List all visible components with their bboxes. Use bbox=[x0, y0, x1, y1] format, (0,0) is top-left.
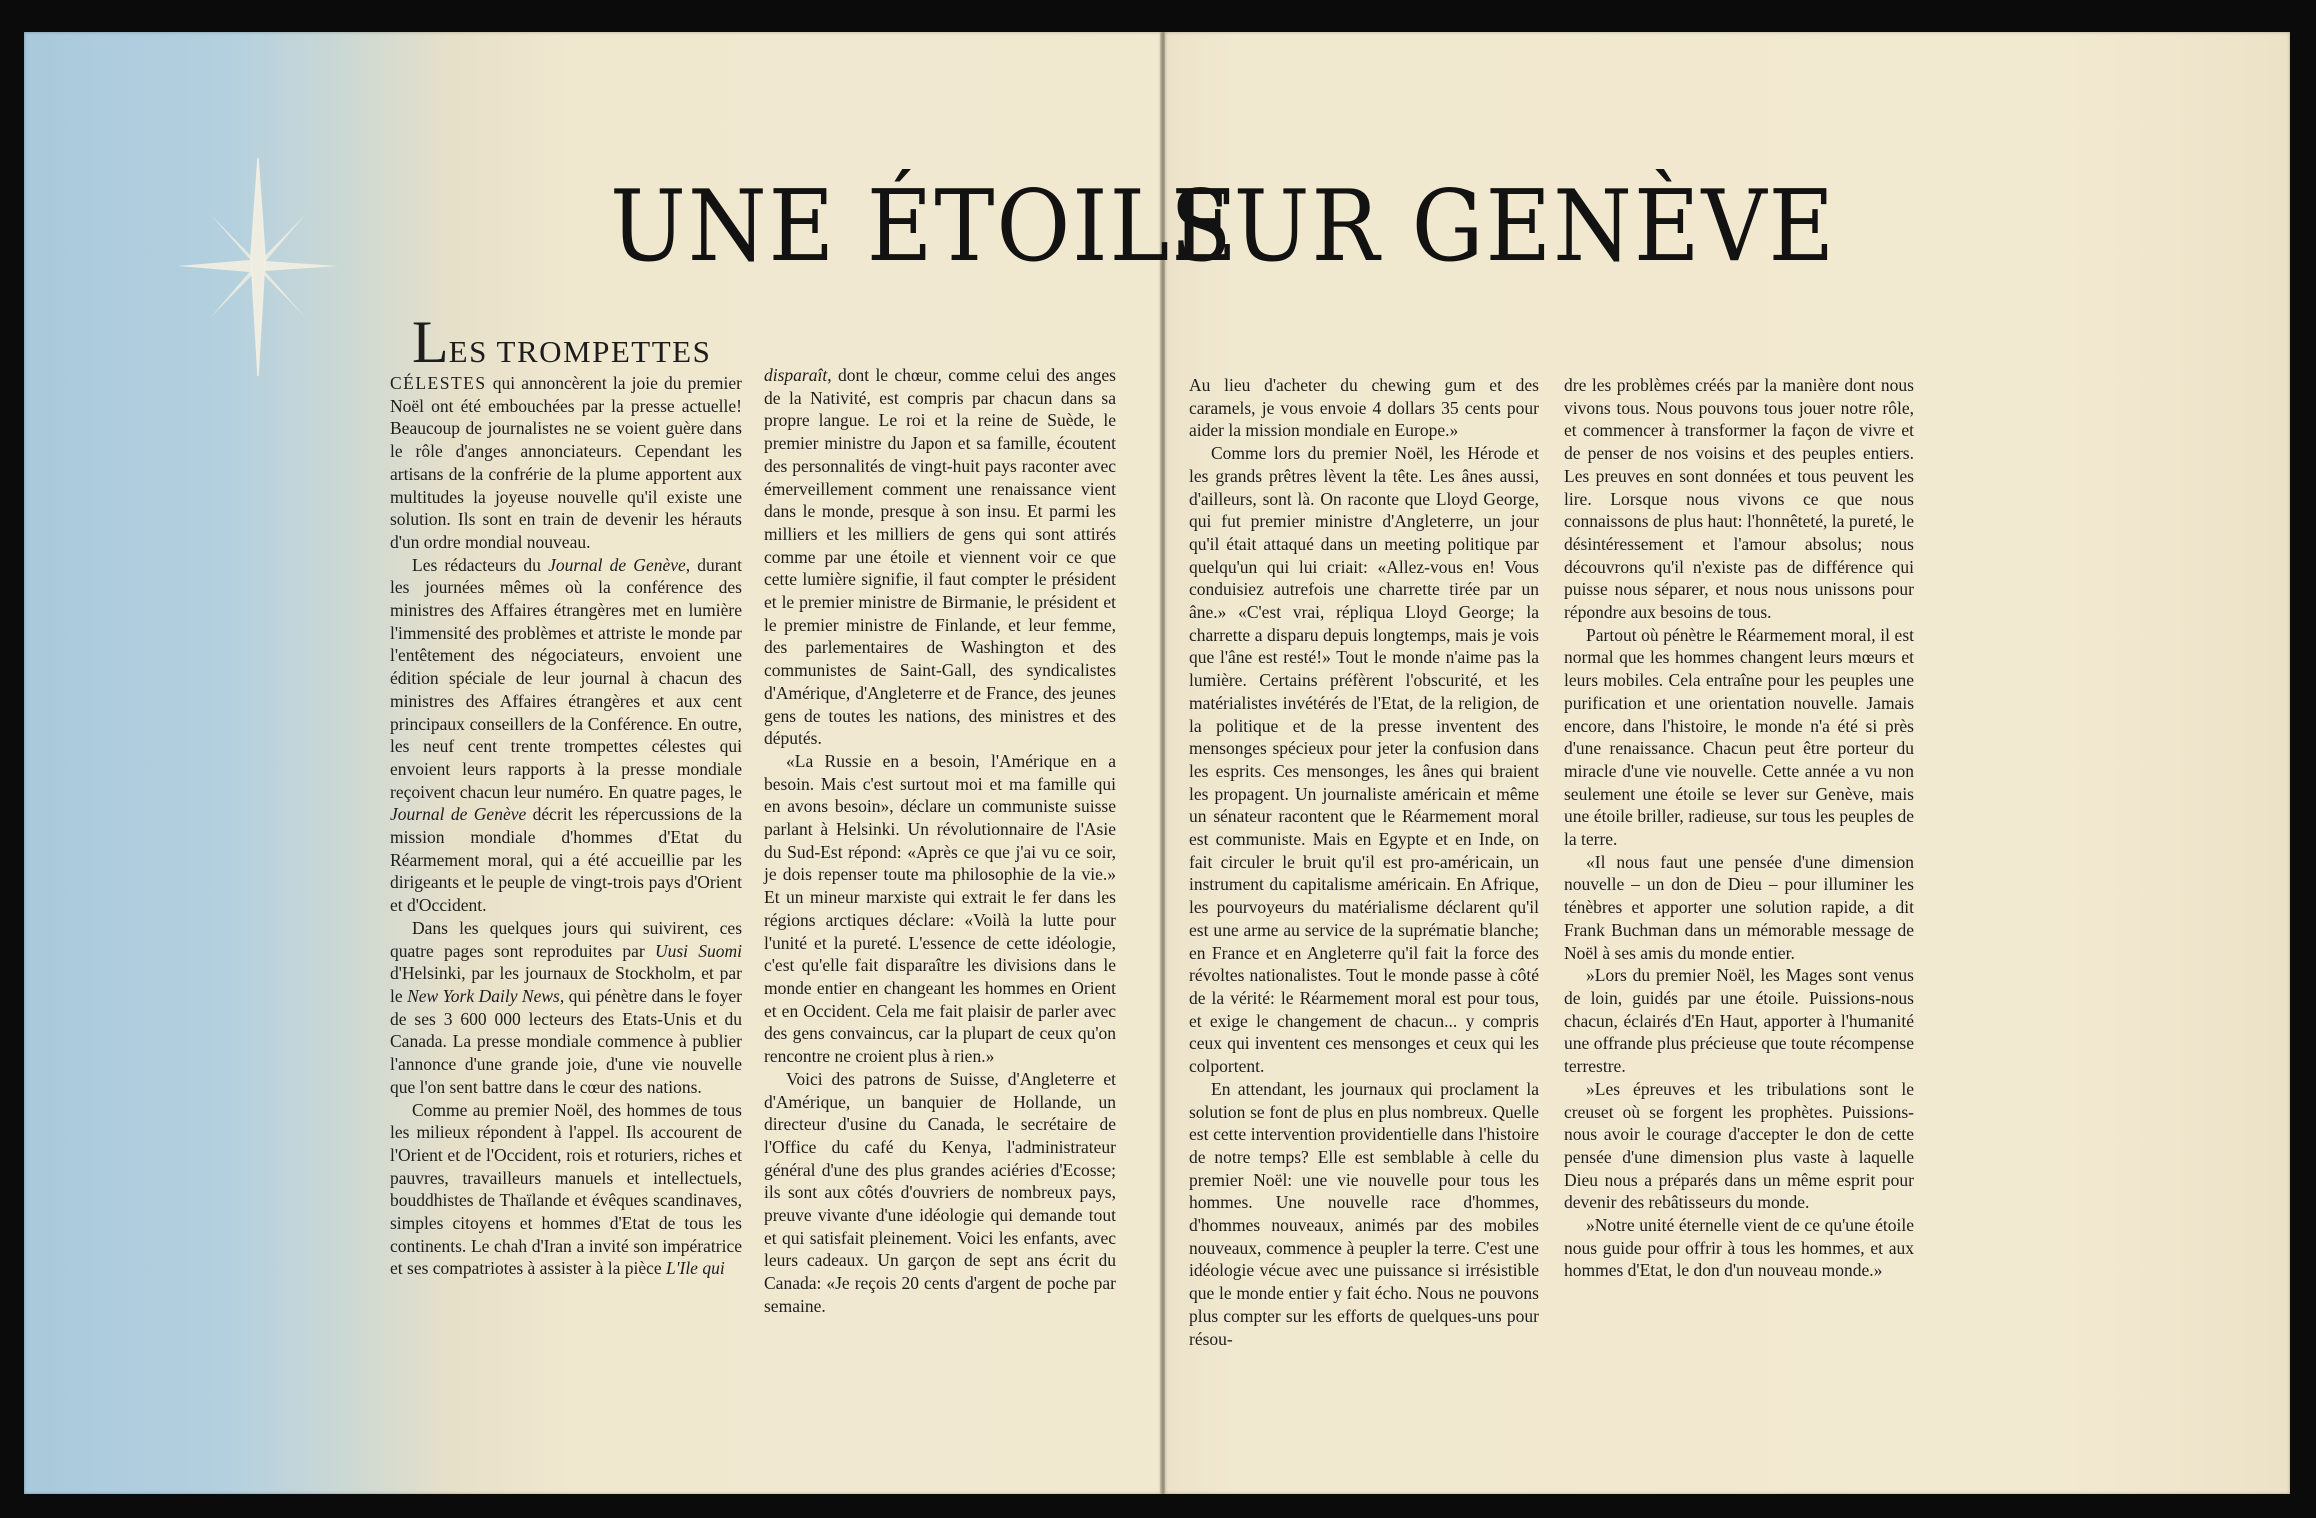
lead-line bbox=[390, 309, 742, 375]
paragraph: dre les problèmes créés par la manière dont nous vivons tous. Nous pouvons tous jouer notre rôle, et commencer à transformer la façon de vivre et de penser de nos voisins et des peuples entiers. Les preuves en sont données et tous peuvent les lire. Lorsque nous vivons ce que nous connaissons de plus haut: l'honnêteté, la pureté, le désintéressement et l'amour absolus; nous découvrons qu'il n'existe pas de différence qui puisse nous séparer, et nous nous unissons pour répondre aux besoins de tous. bbox=[1564, 375, 1914, 623]
paragraph: En attendant, les journaux qui proclament la solution se font de plus en plus nombreux. Quelle est cette intervention providentielle dans l'histoire de notre temps? Elle est semblable à celle du premier Noël: une vie nouvelle pour tous les hommes. Une nouvelle race d'hommes, d'hommes nouveaux, animés par des mobiles nouveaux, commence à peupler la terre. C'est une idéologie vécue avec une puissance si irrésistible que le monde entier y fait écho. Nous ne pouvons plus compter sur les efforts de quelques-uns pour résou- bbox=[1189, 1078, 1539, 1349]
article-column-3 bbox=[1189, 374, 1539, 1350]
paragraph: Les rédacteurs du Journal de Genève, durant les journées mêmes où la conférence des ministres des Affaires étrangères met en lumière l'immensité des problèmes et attriste le monde par l'entêtement des négociateurs, envoient une édition spéciale de leur journal à chacun des ministres des Affaires étrangères et aux cent principaux conseillers de la Conférence. En outre, les neuf cent trente trompettes célestes qui envoient leurs rapports à la presse mondiale reçoivent chacun leur numéro. En quatre pages, le Journal de Genève décrit les répercussions de la mission mondiale d'hommes d'Etat du Réarmement moral, qui a été accueillie par les dirigeants et le peuple de vingt-trois pays d'Orient et d'Occident. bbox=[390, 554, 742, 916]
paragraph: Comme au premier Noël, des hommes de tous les milieux répondent à l'appel. Ils accourent de l'Orient et de l'Occident, rois et roturiers, riches et pauvres, travailleurs manuels et intellectuels, bouddhistes de Thaïlande et évêques scandinaves, simples citoyens et hommes d'Etat de tous les continents. Le chah d'Iran a invité son impératrice et ses compatriotes à assister à la pièce L'Ile qui bbox=[390, 1099, 742, 1279]
paragraph: «La Russie en a besoin, l'Amérique en a besoin. Mais c'est surtout moi et ma famille qui en avons besoin», déclare un communiste suisse parlant à Helsinki. Un révolutionnaire de l'Asie du Sud-Est répond: «Après ce que j'ai vu ce soir, je dois repenser toute ma philosophie de la vie.» Et un mineur marxiste qui extrait le fer dans les régions arctiques déclare: «Voilà la lutte pour l'unité et la pureté. L'essence de cette idéologie, c'est qu'elle fait disparaître les divisions dans le monde entier en changeant les hommes en Orient et en Occident. Cela me fait plaisir de parler avec des gens convaincus, car la plupart de ceux qu'on rencontre ne croient plus à rien.» bbox=[764, 750, 1116, 1067]
article-column-4 bbox=[1564, 374, 1914, 1282]
paragraph: »Lors du premier Noël, les Mages sont venus de loin, guidés par une étoile. Puissions-nous chacun, éclairés d'En Haut, apporter à l'humanité une offrande plus précieuse que toute récompense terrestre. bbox=[1564, 965, 1914, 1077]
star-icon bbox=[174, 156, 342, 376]
paragraph: Au lieu d'acheter du chewing gum et des caramels, je vous envoie 4 dollars 35 cents pour aider la mission mondiale en Europe.» bbox=[1189, 375, 1539, 441]
article-column-1 bbox=[390, 309, 743, 1280]
lead-caps: ES TROMPETTES bbox=[448, 334, 712, 369]
paragraph: Partout où pénètre le Réarmement moral, il est normal que les hommes changent leurs mœurs et leurs mobiles. Cela entraîne pour les peuples une purification et une orientation nouvelle. Jamais encore, dans l'histoire, le monde n'a été si près d'une renaissance. Chacun peut être porteur du miracle d'une vie nouvelle. Cette année a vu non seulement une étoile se lever sur Genève, mais une étoile briller, radieuse, sur tous les peuples de la terre. bbox=[1564, 624, 1914, 850]
drop-cap: L bbox=[412, 309, 449, 375]
article-column-2 bbox=[764, 364, 1116, 1318]
paragraph: »Les épreuves et les tribulations sont le creuset où se forgent les prophètes. Puissions-nous avoir le courage d'accepter le don de cette pensée d'une dimension plus vaste à laquelle Dieu nous a préparés dans un même esprit pour devenir des rebâtisseurs du monde. bbox=[1564, 1078, 1914, 1213]
paragraph: «Il nous faut une pensée d'une dimension nouvelle – un don de Dieu – pour illuminer les ténèbres et apporter une solution rapide, a dit Frank Buchman dans un mémorable message de Noël à ses amis du monde entier. bbox=[1564, 851, 1914, 963]
paragraph: Dans les quelques jours qui suivirent, ces quatre pages sont reproduites par Uusi Suomi d'Helsinki, par les journaux de Stockholm, et par le New York Daily News, qui pénètre dans le foyer de ses 3 600 000 lecteurs des Etats-Unis et du Canada. La presse mondiale commence à publier l'annonce d'une grande joie, d'une vie nouvelle que l'on sent battre dans le cœur des nations. bbox=[390, 917, 743, 1097]
paragraph: »Notre unité éternelle vient de ce qu'une étoile nous guide pour offrir à tous les hommes, et aux hommes d'Etat, le don d'un nouveau monde.» bbox=[1564, 1215, 1914, 1281]
headline-right: SUR GENÈVE bbox=[1170, 170, 1837, 284]
headline-left: UNE ÉTOILE bbox=[610, 170, 1239, 284]
paragraph: Voici des patrons de Suisse, d'Angleterre et d'Amérique, un banquier de Hollande, un directeur d'usine du Canada, le secrétaire de l'Office du café du Kenya, l'administrateur général d'une des plus grandes aciéries d'Ecosse; ils sont aux côtés d'ouvriers de nombreux pays, preuve vivante d'une idéologie qui demande tout et qui satisfait pleinement. Voici les enfants, avec leurs cadeaux. Un garçon de sept ans écrit du Canada: «Je reçois 20 cents d'argent de poche par semaine. bbox=[764, 1068, 1116, 1316]
paragraph: disparaît, dont le chœur, comme celui des anges de la Nativité, est compris par chacun dans sa propre langue. Le roi et la reine de Suède, le premier ministre du Japon et sa famille, écoutent des personnalités de vingt-huit pays raconter avec émerveillement comment une renaissance vient dans le monde, presque à son insu. Et parmi les milliers et les milliers de gens qui sont attirés comme par une étoile et viennent voir ce que cette lumière signifie, il faut compter le président et le premier ministre de Birmanie, le président et le premier ministre de Finlande, et leur femme, des parlementaires de Washington et des communistes de Saint-Gall, des syndicalistes d'Amérique, d'Angleterre et de France, des jeunes gens de toutes les nations, des ministres et des députés. bbox=[764, 365, 1116, 749]
paragraph: CÉLESTES qui annoncèrent la joie du premier Noël ont été embouchées par la presse actuelle! Beaucoup de journalistes ne se voient guère dans le rôle d'anges annonciateurs. Cependant les artisans de la confrérie de la plume apportent aux multitudes la joyeuse nouvelle qu'il existe une solution. Ils sont en train de devenir les hérauts d'un ordre mondial nouveau. bbox=[390, 373, 742, 552]
paragraph: Comme lors du premier Noël, les Hérode et les grands prêtres lèvent la tête. Les ânes aussi, d'ailleurs, sont là. On raconte que Lloyd George, qui fut premier ministre d'Angleterre, un jour qu'il était attaqué dans un meeting politique par quelqu'un qui lui criait: «Allez-vous en! Vous conduisiez autrefois une charrette tirée par un âne.» «C'est vrai, répliqua Lloyd George; la charrette a disparu depuis longtemps, mais je vois que l'âne est resté!» Tout le monde n'aime pas la lumière. Certains préfèrent l'obscurité, et les matérialistes invétérés de l'Etat, de la religion, de la politique et de la presse inventent des mensonges spécieux pour jeter la confusion dans les esprits. Ces mensonges, les ânes qui braient les propagent. Un journaliste américain et même un sénateur racontent que le Réarmement moral est communiste. Mais en Egypte et en Inde, on fait circuler le bruit qu'il est pro-américain, un instrument du capitalisme américain. En Afrique, les pourvoyeurs du matérialisme déclarent qu'il est une arme au service de la suprématie blanche; en France et en Angleterre qu'il fait la force des révoltes nationalistes. Tout le monde passe à côté de la vérité: le Réarmement moral est pour tous, et exige le changement de chacun... y compris ceux qui inventent ces mensonges et ceux qui les colportent. bbox=[1189, 443, 1539, 1077]
